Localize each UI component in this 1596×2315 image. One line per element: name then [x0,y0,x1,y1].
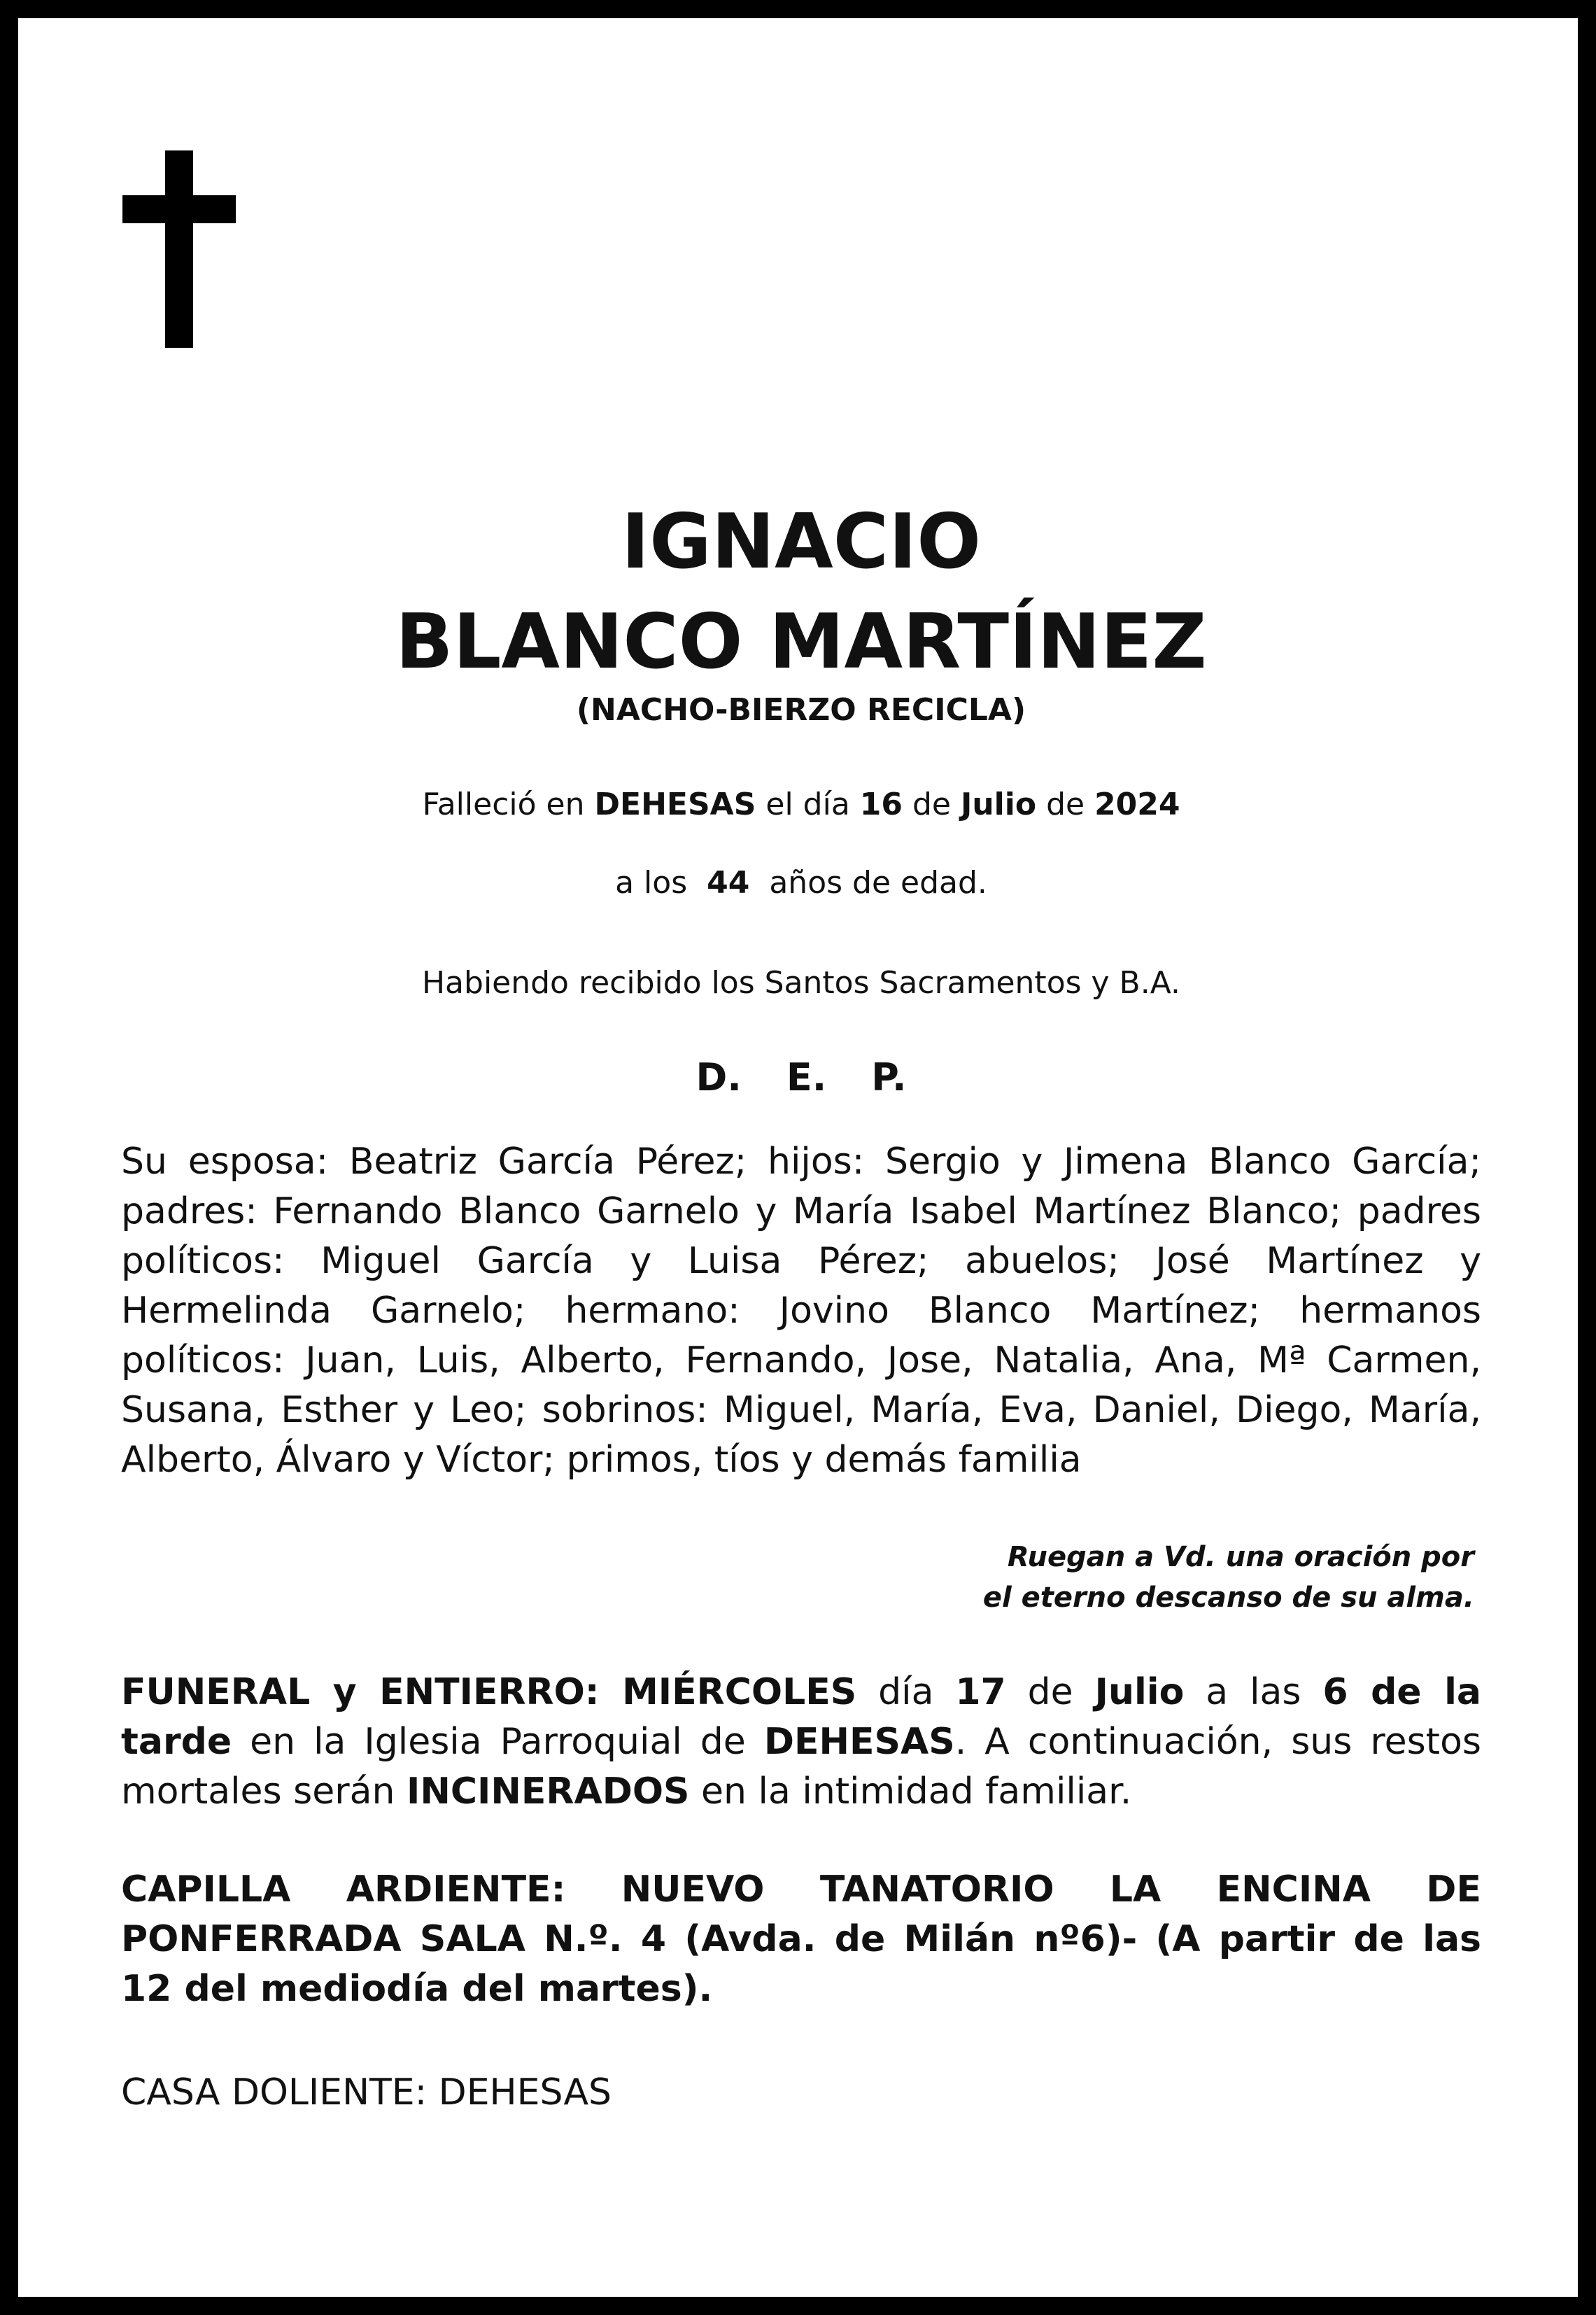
age-value: 44 [707,865,750,901]
death-place: DEHESAS [594,787,756,822]
death-month: Julio [960,787,1037,822]
deceased-surnames: BLANCO MARTÍNEZ [395,598,1207,686]
deceased-nickname: (NACHO-BIERZO RECICLA) [576,692,1026,728]
age-line: a los 44 años de edad. [615,865,987,901]
deceased-first-name: IGNACIO [621,498,982,586]
cross-icon [122,150,236,348]
prayer-text: Ruegan a Vd. una oración por el eterno descanso de su alma. [982,1541,1474,1614]
sacraments-line: Habiendo recibido los Santos Sacramentos y B.A. [421,965,1181,1001]
rip-line: D. E. P. [695,1055,907,1099]
death-line: Falleció en DEHESAS el día 16 de Julio de 2024 [422,787,1180,822]
death-year: 2024 [1094,787,1180,822]
mourning-house-line: CASA DOLIENTE: DEHESAS [121,2071,612,2113]
family-paragraph: Su esposa: Beatriz García Pérez; hijos: Sergio y Jimena Blanco García; padres: Fernando Blanco Garnelo y María Isabel Martínez Blanco; padres políticos: Miguel García y Luisa Pérez; abuelos; José Martínez y Hermelinda Garnelo; hermano: Jovino Blanco Martínez; hermanos políticos: Juan, Luis, Alberto, Fernando, Jose, Natalia, Ana, Mª Carmen, Susana, Esther y Leo; sobrinos: Miguel, María, Eva, Daniel, Diego, María, Alberto, Álvaro y Víctor; primos, tíos y demás familia [121,1141,1481,1481]
funeral-paragraph: FUNERAL y ENTIERRO: MIÉRCOLES día 17 de Julio a las 6 de la tarde en la Iglesia Parroquial de DEHESAS. A continuación, sus restos mortales serán INCINERADOS en la intimidad familiar. [121,1671,1481,1813]
death-day: 16 [859,787,903,822]
chapel-paragraph: CAPILLA ARDIENTE: NUEVO TANATORIO LA ENCINA DE PONFERRADA SALA N.º. 4 (Avda. de Milán nº6)- (A partir de las 12 del mediodía del martes). [121,1869,1481,2010]
